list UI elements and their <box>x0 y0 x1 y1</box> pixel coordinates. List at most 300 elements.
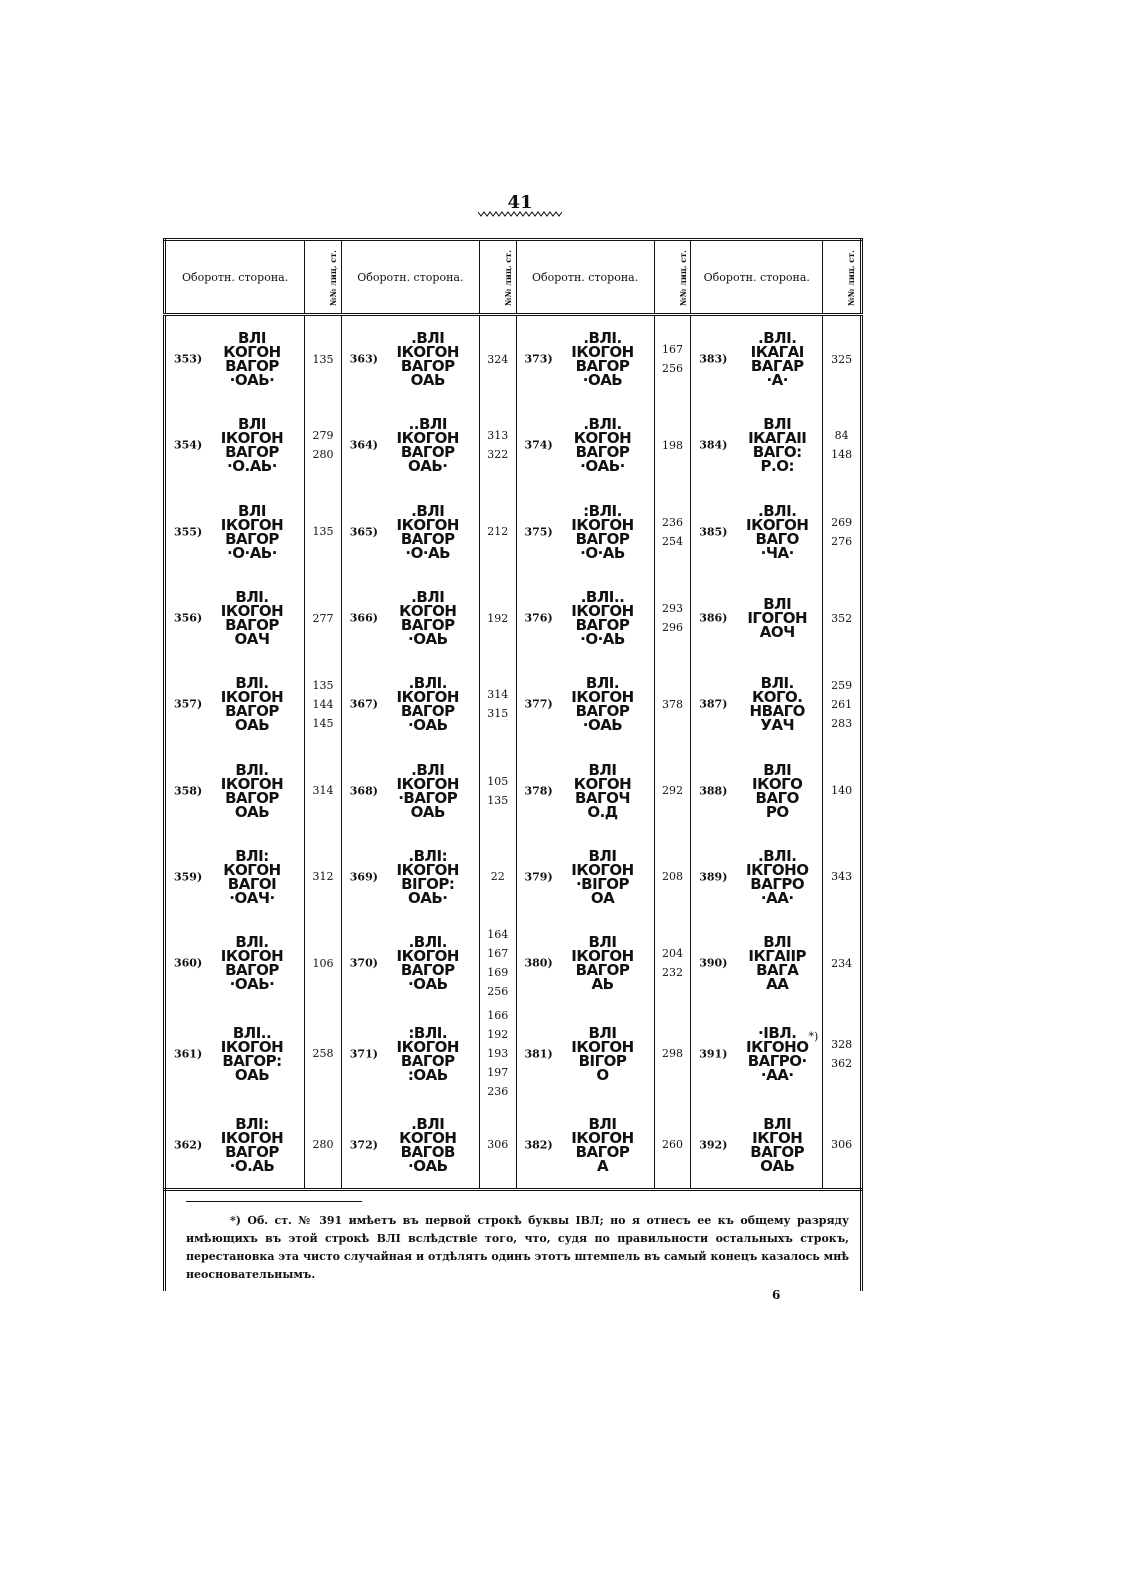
coin-cell <box>691 402 823 488</box>
coin-cell <box>516 920 654 1006</box>
legend-line: ІКОГОН <box>396 343 459 362</box>
obverse-number: 314 <box>312 784 334 798</box>
legend-line: ВЛІ <box>763 415 792 434</box>
obverse-number: 292 <box>661 784 683 798</box>
obverse-number: 296 <box>661 621 683 634</box>
legend-line: ВАГРО· <box>747 1051 807 1070</box>
legend-line: ·ОАЬ· <box>229 371 275 390</box>
obverse-numbers-cell <box>305 920 342 1006</box>
obverse-number: 192 <box>487 611 509 625</box>
legend-line: ІКОГОН <box>571 860 634 879</box>
table-row <box>165 315 862 403</box>
coin-legend <box>212 1023 292 1084</box>
obverse-numbers-cell <box>823 920 862 1006</box>
legend-line: ВЛІ. <box>235 588 269 606</box>
legend-line: ВАГОР <box>575 443 630 462</box>
coin-legend <box>563 846 643 907</box>
coin-number: 371) <box>349 1047 378 1061</box>
table-row <box>165 661 862 747</box>
coin-cell <box>165 834 305 920</box>
obverse-number: 167 <box>487 947 509 961</box>
obverse-numbers-cell <box>823 747 862 833</box>
table-row <box>165 920 862 1006</box>
obverse-number: 135 <box>312 678 334 692</box>
legend-line: ІКОГОН <box>571 688 634 707</box>
coin-legend <box>388 760 468 821</box>
legend-line: ІКОГОН <box>396 515 459 534</box>
obverse-numbers-cell <box>479 747 516 833</box>
legend-line: ІКОГОН <box>220 1037 284 1056</box>
wavy-rule <box>478 210 562 218</box>
obverse-numbers-cell <box>823 1006 862 1101</box>
legend-line: ВЛІ. <box>235 674 269 693</box>
legend-line: ОАЬ <box>410 371 445 390</box>
coin-number: 367) <box>349 697 378 711</box>
obverse-number: 279 <box>312 429 334 443</box>
legend-line: ВАГОР <box>750 1142 805 1161</box>
obverse-number: 232 <box>661 966 683 980</box>
coin-number: 353) <box>174 352 203 366</box>
obverse-numbers-cell <box>479 661 516 747</box>
legend-line: ІКОГОН <box>571 602 634 620</box>
obverse-numbers-cell <box>305 402 342 488</box>
legend-line: ІКОГОН <box>396 860 459 879</box>
header-nums-label <box>823 240 862 315</box>
table-row <box>165 747 862 833</box>
legend-line: ВАГОР <box>225 1142 279 1161</box>
legend-line: ОАЬ· <box>408 888 448 907</box>
coin-number: 384) <box>699 438 728 452</box>
coin-legend <box>212 1114 292 1175</box>
legend-line: ВАГОР <box>575 357 630 376</box>
legend-line: ВЛІ <box>238 501 266 520</box>
coin-number: 368) <box>349 784 378 798</box>
coin-cell <box>691 1102 823 1190</box>
header-side-label: Оборотн. сторона. <box>165 240 305 315</box>
legend-line: ·АА· <box>760 888 794 907</box>
table-row <box>165 1006 862 1101</box>
obverse-numbers-cell <box>305 575 342 661</box>
legend-line: АОЧ <box>759 623 795 641</box>
legend-line: ІКОГОН <box>220 1128 284 1147</box>
legend-line: ОАЬ <box>234 1065 270 1084</box>
coin-cell <box>516 315 654 403</box>
legend-line: .ВЛІ <box>411 1114 445 1133</box>
legend-line: ІКОГОН <box>396 1037 459 1056</box>
obverse-number: 197 <box>487 1066 509 1080</box>
legend-line: :ОАЬ <box>407 1065 448 1084</box>
obverse-numbers-cell <box>823 402 862 488</box>
legend-line: ВАГОР <box>225 788 279 807</box>
obverse-number: 144 <box>312 697 334 711</box>
coin-cell <box>691 747 823 833</box>
coin-cell <box>516 402 654 488</box>
coin-number: 364) <box>349 438 378 452</box>
legend-line: .ВЛІ. <box>408 674 447 693</box>
coin-cell <box>516 834 654 920</box>
legend-line: ОАЬ <box>410 802 445 821</box>
header-nums-label <box>305 240 342 315</box>
coin-legend <box>212 501 292 562</box>
coin-number: 375) <box>524 525 553 539</box>
obverse-number: 259 <box>831 678 853 692</box>
obverse-numbers-cell <box>479 315 516 403</box>
coin-legend <box>388 590 468 646</box>
legend-line: ВАГО <box>755 529 799 548</box>
coin-number: 391) <box>699 1047 728 1061</box>
legend-line: ОА <box>590 888 615 907</box>
coin-number: 369) <box>349 870 378 884</box>
legend-line: ВАГОР <box>225 529 279 548</box>
legend-line: ВЛІ <box>763 595 792 613</box>
obverse-numbers-cell <box>479 834 516 920</box>
legend-line: ІКГОНО <box>746 1037 809 1056</box>
coin-number: 358) <box>174 784 203 798</box>
legend-line: ІКОГОН <box>396 774 459 793</box>
obverse-number: 236 <box>661 515 683 529</box>
legend-line: ·ВАГОР <box>398 788 458 807</box>
legend-line: ІКОГОН <box>396 688 459 707</box>
obverse-number: 192 <box>487 1028 509 1042</box>
obverse-numbers-cell <box>654 661 691 747</box>
obverse-number: 135 <box>312 352 334 366</box>
legend-line: .ВЛІ. <box>758 329 797 348</box>
coin-legend <box>737 1023 817 1084</box>
coin-legend <box>737 329 817 390</box>
coin-legend <box>737 760 817 821</box>
obverse-number: 314 <box>487 688 509 702</box>
obverse-numbers-cell <box>823 1102 862 1190</box>
legend-line: АА <box>766 975 789 994</box>
obverse-numbers-cell <box>305 1102 342 1190</box>
obverse-number: 254 <box>661 534 683 548</box>
coin-legend <box>212 760 292 821</box>
coin-legend <box>737 674 817 735</box>
legend-line: ІКОГОН <box>571 343 634 362</box>
legend-line: .ВЛІ: <box>408 846 448 865</box>
page-number: 41 <box>507 192 533 213</box>
header-nums-label <box>654 240 691 315</box>
coin-cell <box>691 920 823 1006</box>
coin-number: 363) <box>349 352 378 366</box>
legend-line: ІКОГОН <box>746 515 809 534</box>
legend-line: ВАГРО <box>750 874 805 893</box>
obverse-numbers-cell <box>305 747 342 833</box>
legend-line: ІКОГОН <box>220 774 284 793</box>
legend-line: ВАГОР <box>400 357 455 376</box>
legend-line: ІКОГОН <box>571 1037 634 1056</box>
obverse-numbers-cell <box>305 834 342 920</box>
coin-legend <box>388 329 468 390</box>
coin-legend <box>563 1114 643 1175</box>
footnote: *) Об. ст. № 391 имѣетъ въ первой строкѣ буквы ІВЛ; но я отнесъ ее къ общему разряду имѣющихъ въ этой строкѣ ВЛІ вслѣдствіе того, что, судя по правильности остальныхъ строкъ, перестановка эта чисто случайная и отдѣлять одинъ этотъ штемпель въ самый конецъ казалось мнѣ неосновательнымъ. <box>186 1214 849 1281</box>
coin-number: 372) <box>349 1138 378 1152</box>
coin-cell <box>165 661 305 747</box>
coin-number: 355) <box>174 525 203 539</box>
legend-line: .ВЛІ <box>411 501 445 520</box>
coin-cell <box>516 575 654 661</box>
coin-legend <box>388 501 468 562</box>
coin-legend <box>212 846 292 907</box>
coin-number: 381) <box>524 1047 553 1061</box>
coin-legend <box>737 1114 817 1175</box>
legend-line: ВАГОР <box>400 702 455 721</box>
coin-legend <box>737 933 817 994</box>
obverse-numbers-cell <box>479 402 516 488</box>
coin-number: 389) <box>699 870 728 884</box>
legend-line: .ВЛІ <box>411 760 445 779</box>
coin-number: 392) <box>699 1138 728 1152</box>
coin-cell <box>341 747 479 833</box>
legend-line: ВАГОР <box>225 702 279 721</box>
legend-line: ІКОГОН <box>220 688 284 707</box>
obverse-number: 22 <box>490 870 505 884</box>
legend-line: ВЛІ <box>238 329 266 348</box>
legend-line: ІКАГАІ <box>750 343 804 362</box>
obverse-numbers-cell <box>479 489 516 575</box>
legend-line: КОГОН <box>399 1128 457 1147</box>
legend-line: ІГОГОН <box>747 609 808 627</box>
obverse-numbers-cell <box>654 402 691 488</box>
obverse-number: 135 <box>312 525 334 539</box>
legend-line: ОАЬ <box>234 802 270 821</box>
coin-number: 359) <box>174 870 203 884</box>
coin-number: 356) <box>174 611 203 625</box>
obverse-number: 198 <box>661 438 683 452</box>
legend-line: ·ОАЧ· <box>229 888 275 907</box>
coin-number: 388) <box>699 784 728 798</box>
legend-line: ІКАГАІІ <box>748 429 807 448</box>
obverse-number: 306 <box>831 1138 853 1152</box>
legend-line: О.Д <box>587 802 618 821</box>
legend-line: ВАГОЧ <box>575 788 630 807</box>
obverse-numbers-cell <box>479 1102 516 1190</box>
legend-line: ·О·АЬ <box>405 543 451 562</box>
coin-cell <box>341 920 479 1006</box>
legend-line: ВЛІ <box>238 415 266 434</box>
legend-line: ІКГАІІР <box>748 947 807 966</box>
coin-cell <box>516 661 654 747</box>
legend-line: ВАГОР <box>225 357 279 376</box>
obverse-numbers-cell <box>305 1006 342 1101</box>
obverse-number: 145 <box>312 716 334 730</box>
coin-number: 386) <box>699 611 728 625</box>
legend-line: ВЛІ. <box>585 674 620 693</box>
coin-cell <box>165 1102 305 1190</box>
coin-number: 385) <box>699 525 728 539</box>
coin-legend <box>737 846 817 907</box>
obverse-number: 135 <box>487 793 509 807</box>
legend-line: ·АА· <box>760 1065 794 1084</box>
coin-cell <box>165 489 305 575</box>
legend-line: ВЛІ. <box>235 933 269 952</box>
obverse-numbers-cell <box>823 489 862 575</box>
obverse-number: 324 <box>487 352 509 366</box>
coin-cell <box>165 747 305 833</box>
obverse-numbers-cell <box>823 575 862 661</box>
table-row <box>165 489 862 575</box>
coin-legend <box>388 933 468 994</box>
coin-number: 370) <box>349 956 378 970</box>
legend-line: ВІГОР <box>578 1051 627 1070</box>
coin-cell <box>516 1006 654 1101</box>
legend-line: ВЛІ: <box>235 1114 269 1133</box>
coin-cell <box>691 489 823 575</box>
coin-number: 382) <box>524 1138 553 1152</box>
coin-legend <box>563 415 643 476</box>
obverse-number: 106 <box>312 956 334 970</box>
legend-line: ·ОАЬ <box>408 630 448 648</box>
obverse-numbers-cell <box>654 575 691 661</box>
legend-line: .ВЛІ. <box>408 933 447 952</box>
legend-line: ВЛІ: <box>235 846 269 865</box>
footnote-rule <box>186 1201 362 1202</box>
coin-legend <box>388 1114 468 1175</box>
legend-line: ·ЧА· <box>760 543 794 562</box>
obverse-number: 322 <box>487 448 509 462</box>
legend-line: О <box>596 1065 609 1084</box>
obverse-numbers-cell <box>654 315 691 403</box>
obverse-number: 283 <box>831 716 853 730</box>
legend-line: КОГОН <box>573 429 632 448</box>
header-side-label: Оборотн. сторона. <box>516 240 654 315</box>
obverse-number: 236 <box>487 1085 509 1099</box>
obverse-number: 352 <box>831 611 853 625</box>
coin-cell <box>691 834 823 920</box>
legend-line: КОГО. <box>751 688 803 707</box>
coin-cell <box>341 575 479 661</box>
legend-line: ОАЬ <box>234 716 270 735</box>
coin-legend <box>563 760 643 821</box>
obverse-number: 306 <box>487 1138 509 1152</box>
coin-cell <box>341 1102 479 1190</box>
coin-number: 357) <box>174 697 203 711</box>
table-row <box>165 834 862 920</box>
coin-legend <box>737 597 817 639</box>
coin-cell <box>341 402 479 488</box>
legend-line: ·О.АЬ <box>229 1156 275 1175</box>
legend-line: ІКОГОН <box>220 429 284 448</box>
header-nums-text: №№ лиц. ст. <box>502 249 513 306</box>
coin-number: 378) <box>524 784 553 798</box>
coin-number: 377) <box>524 697 553 711</box>
footnote-marker: *) <box>808 1030 819 1044</box>
legend-line: ·ІВЛ. <box>758 1023 797 1042</box>
legend-line: ВАГОР <box>400 1051 455 1070</box>
legend-line: ВАГАР <box>750 357 804 376</box>
legend-line: ·А· <box>766 371 788 390</box>
obverse-number: 325 <box>831 352 853 366</box>
coin-table-frame <box>163 238 863 1191</box>
coin-legend <box>388 415 468 476</box>
obverse-numbers-cell <box>654 1102 691 1190</box>
legend-line: ІКОГОН <box>220 947 284 966</box>
legend-line: ·ОАЬ <box>408 975 448 994</box>
legend-line: .ВЛІ. <box>758 846 797 865</box>
coin-cell <box>691 661 823 747</box>
legend-line: ВЛІ <box>588 1023 617 1042</box>
legend-line: ВАГОВ <box>400 1142 455 1161</box>
obverse-number: 362 <box>831 1056 853 1070</box>
coin-cell <box>341 661 479 747</box>
legend-line: ВАГОР <box>575 961 630 980</box>
legend-line: .ВЛІ <box>411 329 445 348</box>
legend-line: ..ВЛІ <box>408 415 447 434</box>
coin-number: 360) <box>174 956 203 970</box>
legend-line: ·ВІГОР <box>575 874 629 893</box>
table-row <box>165 575 862 661</box>
legend-line: НВАГО <box>749 702 805 721</box>
coin-number: 387) <box>699 697 728 711</box>
legend-line: ІКОГОН <box>220 515 284 534</box>
header-side-label: Оборотн. сторона. <box>341 240 479 315</box>
coin-legend <box>563 501 643 562</box>
obverse-number: 328 <box>831 1037 853 1051</box>
coin-number: 376) <box>524 611 553 625</box>
obverse-numbers-cell <box>654 1006 691 1101</box>
coin-legend <box>563 590 643 646</box>
legend-line: .ВЛІ <box>411 588 445 606</box>
header-row <box>165 240 862 315</box>
obverse-number: 212 <box>487 525 509 539</box>
legend-line: ІКОГОН <box>220 602 284 620</box>
legend-line: А <box>596 1156 609 1175</box>
coin-number: 390) <box>699 956 728 970</box>
legend-line: АЬ <box>591 975 614 994</box>
legend-line: ВІГОР: <box>401 874 455 893</box>
obverse-number: 167 <box>661 343 683 357</box>
legend-line: ВАГО <box>755 788 799 807</box>
coin-legend <box>737 501 817 562</box>
coin-cell <box>341 489 479 575</box>
coin-table <box>163 238 863 1191</box>
coin-cell <box>516 489 654 575</box>
legend-line: ·О.АЬ· <box>227 457 277 476</box>
legend-line: ВАГОІ <box>227 874 277 893</box>
legend-line: Р.О: <box>760 457 794 476</box>
obverse-number: 193 <box>487 1047 509 1061</box>
legend-line: КОГОН <box>399 602 457 620</box>
legend-line: УАЧ <box>760 716 795 735</box>
legend-line: ІКГОНО <box>746 860 809 879</box>
obverse-number: 315 <box>487 707 509 721</box>
legend-line: ВАГОР: <box>222 1051 282 1070</box>
legend-line: ВЛІ <box>588 933 617 952</box>
legend-line: .ВЛІ.. <box>580 588 625 606</box>
coin-legend <box>563 1023 643 1084</box>
obverse-number: 269 <box>831 515 853 529</box>
legend-line: ВАГОР <box>400 616 455 634</box>
coin-legend <box>563 329 643 390</box>
legend-line: ·ОАЬ <box>582 371 623 390</box>
obverse-numbers-cell <box>479 1006 516 1101</box>
coin-cell <box>516 747 654 833</box>
legend-line: ·ОАЬ <box>408 1156 448 1175</box>
obverse-numbers-cell <box>654 834 691 920</box>
legend-line: ВАГОР <box>575 616 630 634</box>
legend-line: ВЛІ <box>763 760 792 779</box>
coin-number: 354) <box>174 438 203 452</box>
legend-line: ІКОГО <box>752 774 803 793</box>
coin-cell <box>165 920 305 1006</box>
obverse-numbers-cell <box>479 920 516 1006</box>
obverse-number: 204 <box>661 947 683 961</box>
coin-cell <box>165 315 305 403</box>
obverse-number: 234 <box>831 956 853 970</box>
legend-line: ІКГОН <box>752 1128 803 1147</box>
header-nums-text: №№ лиц. ст. <box>677 249 688 306</box>
legend-line: ·О·АЬ <box>580 543 625 562</box>
